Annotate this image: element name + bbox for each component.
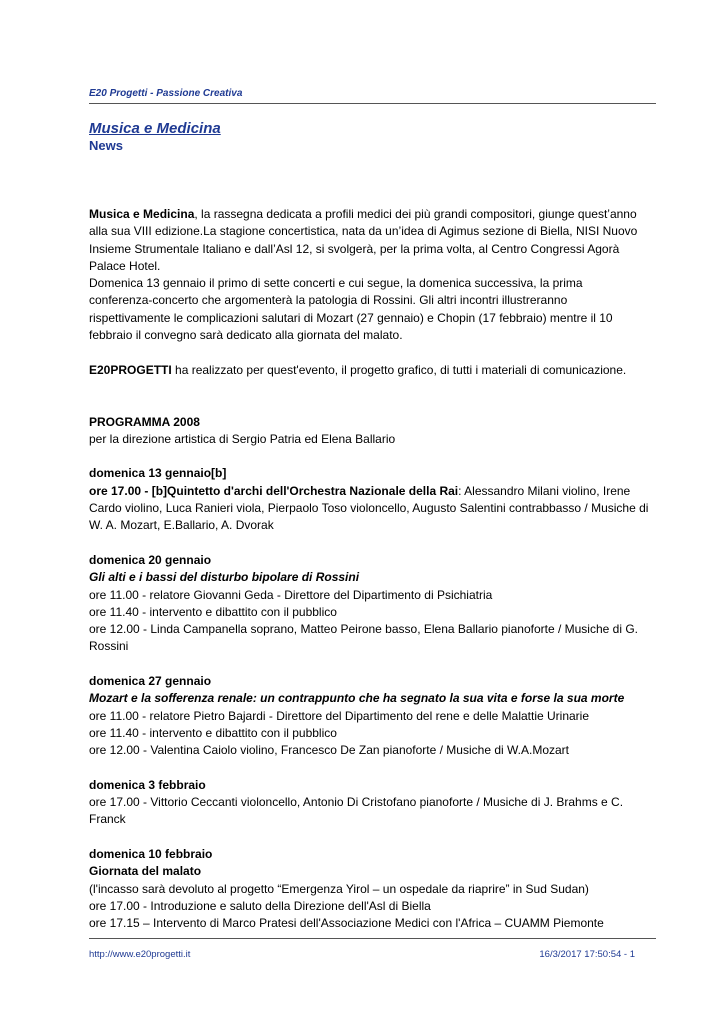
event-date: domenica 10 febbraio (89, 846, 213, 861)
intro-paragraph-2: Domenica 13 gennaio il primo di sette concerti e cui segue, la domenica successiva, la prima conferenza-concerto che argomenterà la patologia di Rossini. Gli altri incontri illustreranno rispettivamente le complicazioni salutari di Mozart (27 gennaio) e Chopin (17 febbraio) mentre il 10 febbraio il convegno sarà dedicato alla giornata del malato. (89, 276, 613, 343)
credits-text: ha realizzato per quest'evento, il progetto grafico, di tutti i materiali di comunicazione. (171, 362, 627, 377)
intro-paragraph (89, 206, 649, 275)
event-line: ore 11.40 - intervento e dibattito con il pubblico (89, 725, 337, 740)
event-lead-text: : Alessandro Milani violino, Irene Cardo violino, Luca Ranieri viola, Pierpaolo Toso violoncello, Augusto Salentini contrabbasso / Musiche di W. A. Mozart, E.Ballario, A. Dvorak (89, 483, 649, 533)
programme-direction: per la direzione artistica di Sergio Patria ed Elena Ballario (89, 431, 396, 446)
event-line: (l'incasso sarà devoluto al progetto “Emergenza Yirol – un ospedale da riaprire” in Sud Sudan) (89, 881, 589, 896)
event-line: ore 12.00 - Linda Campanella soprano, Matteo Peirone basso, Elena Ballario pianoforte / Musiche di G. Rossini (89, 622, 638, 654)
event-line: ore 11.00 - relatore Giovanni Geda - Direttore del Dipartimento di Psichiatria (89, 587, 493, 602)
programme-title: PROGRAMMA 2008 (89, 414, 200, 429)
event-subtitle: Mozart e la sofferenza renale: un contrappunto che ha segnato la sua vita e forse la sua morte (89, 691, 625, 706)
event-line: ore 11.00 - relatore Pietro Bajardi - Direttore del Dipartimento del rene e delle Malattie Urinarie (89, 708, 590, 723)
event-date: domenica 13 gennaio[b] (89, 466, 227, 481)
running-header: E20 Progetti - Passione Creativa (89, 88, 243, 99)
event-date: domenica 27 gennaio (89, 674, 212, 689)
credits-paragraph (89, 362, 649, 379)
event-subtitle: Giornata del malato (89, 864, 202, 879)
footer-url-link[interactable]: http://www.e20progetti.it (89, 949, 191, 960)
event-line: ore 17.00 - Introduzione e saluto della Direzione dell'Asl di Biella (89, 898, 431, 913)
event-line (89, 483, 649, 535)
event-line: ore 12.00 - Valentina Caiolo violino, Francesco De Zan pianoforte / Musiche di W.A.Mozart (89, 743, 570, 758)
event-lead-bold: ore 17.00 - [b]Quintetto d'archi dell'Orchestra Nazionale della Rai (89, 483, 459, 498)
footer-page-info: 16/3/2017 17:50:54 - 1 (539, 949, 635, 960)
event-line: ore 17.15 – Intervento di Marco Pratesi dell'Associazione Medici con l'Africa – CUAMM Piemonte (89, 916, 604, 931)
event-date: domenica 3 febbraio (89, 777, 206, 792)
credits-bold: E20PROGETTI (89, 362, 172, 377)
intro-bold: Musica e Medicina (89, 207, 195, 221)
event-date: domenica 20 gennaio (89, 552, 212, 567)
event-line: ore 17.00 - Vittorio Ceccanti violoncello, Antonio Di Cristofano pianoforte / Musiche di J. Brahms e C. Franck (89, 795, 624, 827)
footer-divider (89, 938, 656, 939)
header-divider (89, 103, 656, 104)
intro-text: , la rassegna dedicata a profili medici dei più grandi compositori, giunge quest’anno alla sua VIII edizione.La stagione concertistica, nata da un’idea di Agimus sezione di Biella, NISI Nuovo Insieme Strumentale Italiano e dall’Asl 12, si svolgerà, per la prima volta, al Centro Congressi Agorà Palace Hotel. (89, 207, 638, 273)
article-category: News (89, 138, 123, 153)
article-body (89, 206, 649, 932)
event-subtitle: Gli alti e i bassi del disturbo bipolare di Rossini (89, 570, 360, 585)
article-title[interactable]: Musica e Medicina (89, 120, 221, 137)
event-line: ore 11.40 - intervento e dibattito con il pubblico (89, 604, 337, 619)
